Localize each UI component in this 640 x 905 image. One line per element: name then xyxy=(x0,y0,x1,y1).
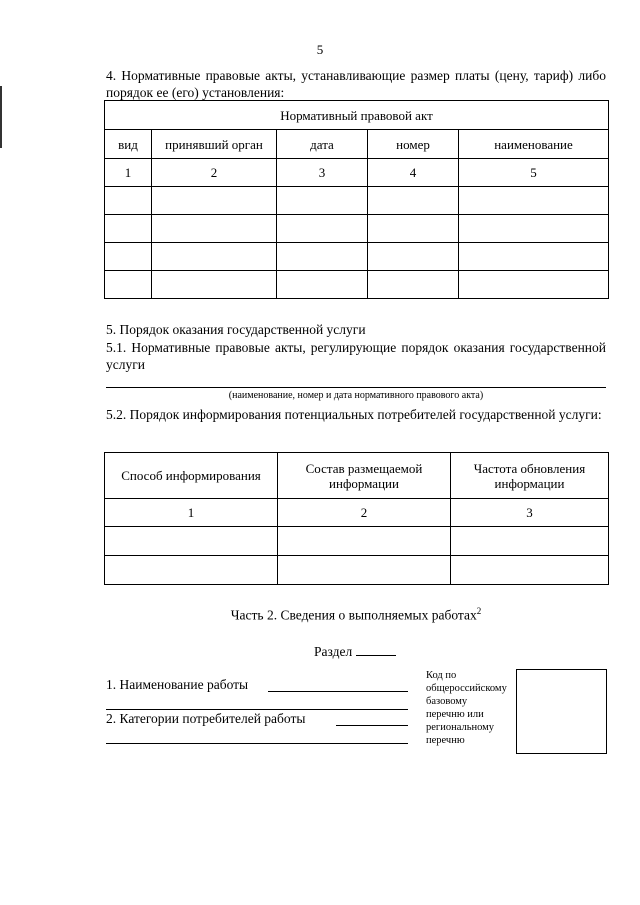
code-box xyxy=(516,669,607,754)
table-group-header: Нормативный правовой акт xyxy=(105,101,609,130)
fill-line xyxy=(268,690,408,692)
fill-line xyxy=(106,708,408,710)
column-header: вид xyxy=(105,130,152,159)
column-number: 2 xyxy=(278,499,451,527)
column-header: наименование xyxy=(459,130,609,159)
code-label: Код по общероссийскому базовому перечню или региональному перечню xyxy=(426,670,507,746)
caption: (наименование, номер и дата нормативного правового акта) xyxy=(228,390,484,401)
razdel-label: Раздел xyxy=(314,643,396,660)
column-number: 1 xyxy=(105,499,278,527)
table-row xyxy=(105,187,609,215)
section5-2-text: 5.2. Порядок информирования потенциальных потребителей государственной услуги: xyxy=(106,407,602,422)
tariff-acts-table xyxy=(104,100,609,299)
information-table xyxy=(104,452,609,585)
table-row xyxy=(105,243,609,271)
column-number: 5 xyxy=(459,159,609,187)
work-name-item: 1. Наименование работы xyxy=(106,677,249,692)
margin-mark xyxy=(0,86,5,148)
section5-heading: 5. Порядок оказания государственной услуги xyxy=(106,322,366,337)
column-number: 3 xyxy=(451,499,609,527)
fill-line xyxy=(106,386,606,388)
fill-line xyxy=(106,742,408,744)
section5-1-text: 5.1. Нормативные правовые акты, регулирующие порядок оказания государственной услуги xyxy=(106,340,606,372)
work-consumers-item: 2. Категории потребителей работы xyxy=(106,711,306,726)
column-number: 4 xyxy=(368,159,459,187)
column-number: 1 xyxy=(105,159,152,187)
table-row xyxy=(105,215,609,243)
column-number: 2 xyxy=(152,159,277,187)
table-row xyxy=(105,556,609,585)
table-row xyxy=(105,527,609,556)
column-header: Состав размещаемой информации xyxy=(278,453,451,499)
column-header: принявший орган xyxy=(152,130,277,159)
part2-title: Часть 2. Сведения о выполняемых работах$^2$ xyxy=(230,606,482,623)
fill-line xyxy=(336,724,408,726)
column-header: Частота обновления информации xyxy=(451,453,609,499)
page-number: 5 xyxy=(316,42,324,57)
column-header: дата xyxy=(277,130,368,159)
table-row xyxy=(105,271,609,299)
column-number: 3 xyxy=(277,159,368,187)
column-header: номер xyxy=(368,130,459,159)
column-header: Способ информирования xyxy=(105,453,278,499)
section4-heading: 4. Нормативные правовые акты, устанавливающие размер платы (цену, тариф) либо порядок ее (его) установления: xyxy=(106,68,606,100)
